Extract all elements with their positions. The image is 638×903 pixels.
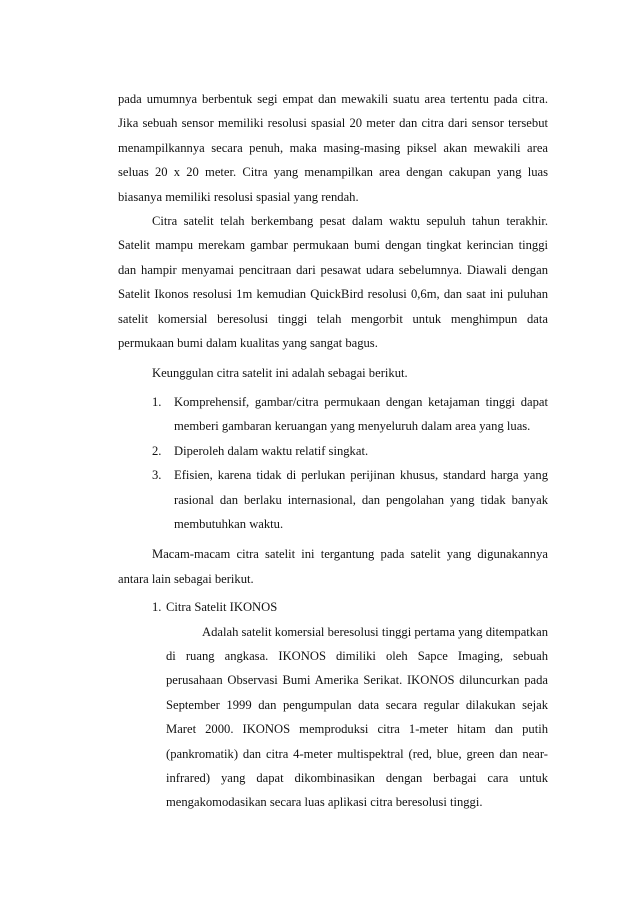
list-number: 3.: [152, 468, 162, 483]
section-number: 1.: [152, 600, 162, 615]
list-item: [118, 439, 548, 463]
list-item-text: Efisien, karena tidak di perlukan perijinan khusus, standard harga yang rasional dan berlaku internasional, dan pengolahan yang tidak banyak membutuhkan waktu.: [174, 468, 548, 531]
paragraph-satellite-development: Citra satelit telah berkembang pesat dalam waktu sepuluh tahun terakhir. Satelit mampu merekam gambar permukaan bumi dengan tingkat kerincian tinggi dan hampir menyamai pencitraan dari pesawat udara sebelumnya. Diawali dengan Satelit Ikonos resolusi 1m kemudian QuickBird resolusi 0,6m, dan saat ini puluhan satelit komersial beresolusi tinggi telah mengorbit untuk menghimpun data permukaan bumi dalam kualitas yang sangat bagus.: [118, 214, 548, 351]
list-item: [118, 463, 548, 536]
list-item-text: Komprehensif, gambar/citra permukaan dengan ketajaman tinggi dapat memberi gambaran keruangan yang menyeluruh dalam area yang luas.: [174, 394, 548, 434]
list-item-text: Diperoleh dalam waktu relatif singkat.: [174, 443, 369, 458]
ikonos-section: [118, 595, 548, 815]
paragraph-spatial-resolution: pada umumnya berbentuk segi empat dan mewakili suatu area tertentu pada citra. Jika sebuah sensor memiliki resolusi spasial 20 meter dan citra dari sensor tersebut menampilkannya secara penuh, maka masing-masing piksel akan mewakili area seluas 20 x 20 meter. Citra yang menampilkan area dengan cakupan yang luas biasanya memiliki resolusi spasial yang rendah.: [118, 92, 548, 204]
list-item: [118, 390, 548, 439]
section-heading: Citra Satelit IKONOS: [166, 600, 278, 615]
paragraph-advantages-intro: Keunggulan citra satelit ini adalah sebagai berikut.: [152, 366, 408, 381]
paragraph-satellite-types-intro: Macam-macam citra satelit ini tergantung pada satelit yang digunakannya antara lain sebagai berikut.: [118, 547, 548, 586]
list-number: 1.: [152, 394, 162, 409]
advantages-list: [118, 390, 548, 536]
section-body: Adalah satelit komersial beresolusi tinggi pertama yang ditempatkan di ruang angkasa. IKONOS dimiliki oleh Sapce Imaging, sebuah perusahaan Observasi Bumi Amerika Serikat. IKONOS diluncurkan pada September 1999 dan pengumpulan data secara regular dilakukan sejak Maret 2000. IKONOS memproduksi citra 1-meter hitam dan putih (pankromatik) dan citra 4-meter multispektral (red, blue, green dan near-infrared) yang dapat dikombinasikan dengan berbagai cara untuk mengakomodasikan secara luas aplikasi citra beresolusi tinggi.: [166, 624, 548, 810]
list-number: 2.: [152, 443, 162, 458]
page-content: [118, 87, 548, 815]
